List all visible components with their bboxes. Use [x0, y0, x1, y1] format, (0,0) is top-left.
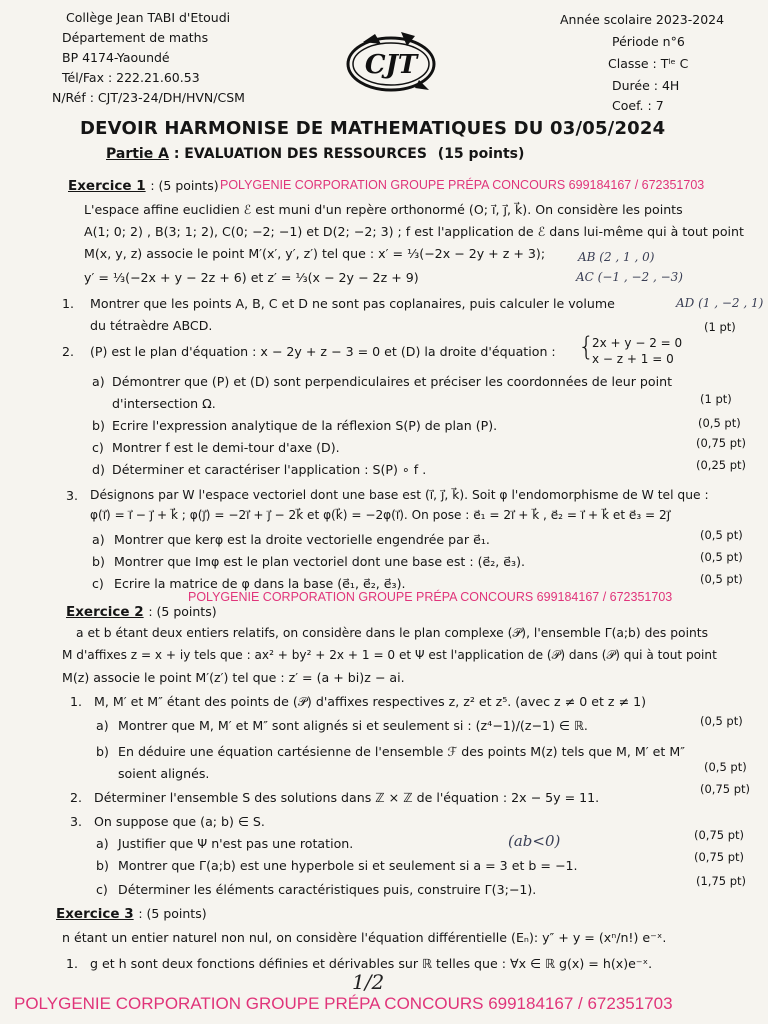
ex3-intro: n étant un entier naturel non nul, on considère l'équation différentielle (Eₙ): y″ + y = (xⁿ/n!) e⁻ˣ. — [62, 930, 667, 945]
ex1-intro-line: y′ = ⅓(−2x + y − 2z + 6) et z′ = ⅓(x − 2y − 2z + 9) — [84, 270, 419, 285]
ex1-q3a-text: Montrer que kerφ est la droite vectorielle engendrée par e⃗₁. — [114, 532, 490, 547]
period: Période n°6 — [612, 34, 685, 49]
partie-label: Partie A — [106, 146, 169, 162]
page-number: 1/2 — [352, 970, 385, 994]
handwritten-ac: AC (−1 , −2 , −3) — [576, 270, 683, 284]
ex2-q3b-letter: b) — [96, 858, 109, 873]
system-eq2: x − z + 1 = 0 — [592, 352, 674, 366]
ex1-q3a-letter: a) — [92, 532, 105, 547]
system-eq1: 2x + y − 2 = 0 — [592, 336, 683, 350]
ex1-q2c-letter: c) — [92, 440, 104, 455]
ex1-q2a-letter: a) — [92, 374, 105, 389]
ex2-q1a-letter: a) — [96, 718, 109, 733]
handwritten-note: (ab<0) — [508, 832, 561, 850]
ex1-intro-line: L'espace affine euclidien ℰ est muni d'un repère orthonormé (O; i⃗, j⃗, k⃗). On considère les points — [84, 202, 683, 217]
ex2-q1-text: M, M′ et M″ étant des points de (𝒫) d'affixes respectives z, z² et z⁵. (avec z ≠ 0 et z ≠ 1) — [94, 694, 647, 709]
ex2-q1-number: 1. — [70, 694, 83, 709]
ex2-intro-line: M d'affixes z = x + iy tels que : ax² + by² + 2x + 1 = 0 et Ψ est l'application de (𝒫) dans (𝒫) qui à tout point — [62, 648, 717, 662]
ex1-intro-line: A(1; 0; 2) , B(3; 1; 2), C(0; −2; −1) et D(2; −2; 3) ; f est l'application de ℰ dans lui-même qui à tout point — [84, 224, 744, 239]
watermark-middle: POLYGENIE CORPORATION GROUPE PRÉPA CONCOURS 699184167 / 672351703 — [188, 590, 673, 604]
ex2-q3b-points: (0,75 pt) — [694, 850, 745, 864]
ex1-q1-text: du tétraèdre ABCD. — [90, 318, 213, 333]
ex2-q3c-text: Déterminer les éléments caractéristiques puis, construire Γ(3;−1). — [118, 882, 537, 897]
ex1-q3-text: φ(i⃗) = i⃗ − j⃗ + k⃗ ; φ(j⃗) = −2i⃗ + j⃗ − 2k⃗ et φ(k⃗) = −2φ(i⃗). On pose : e⃗₁ = 2i⃗ + k⃗ , e⃗₂ = i⃗ + k⃗ et e⃗₃ = 2j⃗ — [90, 508, 671, 522]
ex2-q1b-text: soient alignés. — [118, 766, 210, 781]
exercise-3-points: : (5 points) — [138, 906, 207, 921]
ex1-q2a-points: (1 pt) — [700, 392, 732, 406]
ex1-intro-line: M(x, y, z) associe le point M′(x′, y′, z′) tel que : x′ = ⅓(−2x − 2y + z + 3); — [84, 246, 546, 261]
ex1-q3c-text: Ecrire la matrice de φ dans la base (e⃗₁, e⃗₂, e⃗₃). — [114, 576, 406, 591]
ex2-q3-number: 3. — [70, 814, 83, 829]
ex2-intro-line: M(z) associe le point M′(z′) tel que : z′ = (a + bi)z − ai. — [62, 670, 405, 685]
ex1-q2b-letter: b) — [92, 418, 105, 433]
ex2-q3c-letter: c) — [96, 882, 108, 897]
exercise-2-points: : (5 points) — [148, 604, 217, 619]
school-name: Collège Jean TABI d'Etoudi — [66, 10, 231, 25]
exercise-3-title: Exercice 3 — [56, 906, 134, 922]
handwritten-ad: AD (1 , −2 , 1) — [676, 296, 764, 310]
ex3-q1-text: g et h sont deux fonctions définies et dérivables sur ℝ telles que : ∀x ∈ ℝ g(x) = h(x)e⁻ˣ. — [90, 956, 653, 971]
reference: N/Réf : CJT/23-24/DH/HVN/CSM — [52, 90, 245, 105]
ex2-q3a-letter: a) — [96, 836, 109, 851]
exercise-2-heading — [66, 604, 217, 620]
ex1-q1-points: (1 pt) — [704, 320, 736, 334]
ex1-q3c-letter: c) — [92, 576, 104, 591]
ex1-q1-number: 1. — [62, 296, 75, 311]
ex1-q2c-text: Montrer f est le demi-tour d'axe (D). — [112, 440, 340, 455]
exercise-1-heading — [68, 178, 219, 194]
ex2-q3c-points: (1,75 pt) — [696, 874, 747, 888]
ex2-q2-points: (0,75 pt) — [700, 782, 751, 796]
ex1-q3b-text: Montrer que Imφ est le plan vectoriel dont une base est : (e⃗₂, e⃗₃). — [114, 554, 526, 569]
ex1-q3-text: Désignons par W l'espace vectoriel dont une base est (i⃗, j⃗, k⃗). Soit φ l'endomorphisme de W tel que : — [90, 488, 709, 502]
coefficient: Coef. : 7 — [612, 98, 664, 113]
ex1-q2d-points: (0,25 pt) — [696, 458, 747, 472]
ex1-q2-text: (P) est le plan d'équation : x − 2y + z − 3 = 0 et (D) la droite d'équation : — [90, 344, 556, 359]
phone-fax: Tél/Fax : 222.21.60.53 — [62, 70, 200, 85]
ex1-q2c-points: (0,75 pt) — [696, 436, 747, 450]
ex1-q2-number: 2. — [62, 344, 75, 359]
ex1-q2a-text: Démontrer que (P) et (D) sont perpendiculaires et préciser les coordonnées de leur point — [112, 374, 673, 389]
ex1-q2d-letter: d) — [92, 462, 105, 477]
exercise-2-title: Exercice 2 — [66, 604, 144, 620]
postal-box: BP 4174-Yaoundé — [62, 50, 170, 65]
exercise-1-points: : (5 points) — [150, 178, 219, 193]
ex2-q3a-text: Justifier que Ψ n'est pas une rotation. — [118, 836, 354, 851]
ex2-q1a-text: Montrer que M, M′ et M″ sont alignés si et seulement si : (z⁴−1)/(z−1) ∈ ℝ. — [118, 718, 588, 733]
watermark-top: POLYGENIE CORPORATION GROUPE PRÉPA CONCOURS 699184167 / 672351703 — [220, 178, 705, 192]
ex1-q3b-letter: b) — [92, 554, 105, 569]
ex2-q1b-text: En déduire une équation cartésienne de l'ensemble ℱ des points M(z) tels que M, M′ et M″ — [118, 744, 685, 759]
ex1-q1-text: Montrer que les points A, B, C et D ne sont pas coplanaires, puis calculer le volume — [90, 296, 615, 311]
ex1-q3-number: 3. — [66, 488, 79, 503]
ex2-intro-line: a et b étant deux entiers relatifs, on considère dans le plan complexe (𝒫), l'ensemble Γ(a;b) des points — [76, 626, 709, 640]
ex1-q2b-text: Ecrire l'expression analytique de la réflexion S(P) de plan (P). — [112, 418, 498, 433]
exercise-3-heading — [56, 906, 207, 922]
ex2-q1b-letter: b) — [96, 744, 109, 759]
ex1-q3c-points: (0,5 pt) — [700, 572, 743, 586]
ex1-q2a-text: d'intersection Ω. — [112, 396, 216, 411]
class: Classe : Tˡᵉ C — [608, 56, 689, 71]
department: Département de maths — [62, 30, 209, 45]
ex2-q1b-points: (0,5 pt) — [704, 760, 747, 774]
school-year: Année scolaire 2023-2024 — [560, 12, 725, 27]
ex2-q1a-points: (0,5 pt) — [700, 714, 743, 728]
system-brace: { — [578, 332, 595, 362]
ex1-q2d-text: Déterminer et caractériser l'application : S(P) ∘ f . — [112, 462, 427, 477]
school-logo — [345, 28, 437, 98]
partie-points: (15 points) — [437, 146, 525, 162]
duration: Durée : 4H — [612, 78, 680, 93]
ex2-q2-text: Déterminer l'ensemble S des solutions dans ℤ × ℤ de l'équation : 2x − 5y = 11. — [94, 790, 600, 805]
handwritten-ab: AB (2 , 1 , 0) — [578, 250, 655, 264]
exercise-1-title: Exercice 1 — [68, 178, 146, 194]
ex2-q3b-text: Montrer que Γ(a;b) est une hyperbole si et seulement si a = 3 et b = −1. — [118, 858, 578, 873]
ex1-q3a-points: (0,5 pt) — [700, 528, 743, 542]
partie-name: : EVALUATION DES RESSOURCES — [173, 146, 427, 162]
ex1-q2b-points: (0,5 pt) — [698, 416, 741, 430]
ex2-q3-text: On suppose que (a; b) ∈ S. — [94, 814, 265, 829]
ex2-q2-number: 2. — [70, 790, 83, 805]
partie-heading — [106, 146, 524, 162]
ex3-q1-number: 1. — [66, 956, 79, 971]
logo-text: CJT — [364, 50, 418, 80]
ex2-q3a-points: (0,75 pt) — [694, 828, 745, 842]
ex1-q3b-points: (0,5 pt) — [700, 550, 743, 564]
watermark-bottom: POLYGENIE CORPORATION GROUPE PRÉPA CONCOURS 699184167 / 672351703 — [14, 994, 673, 1013]
page-title: DEVOIR HARMONISE DE MATHEMATIQUES DU 03/05/2024 — [80, 118, 666, 139]
